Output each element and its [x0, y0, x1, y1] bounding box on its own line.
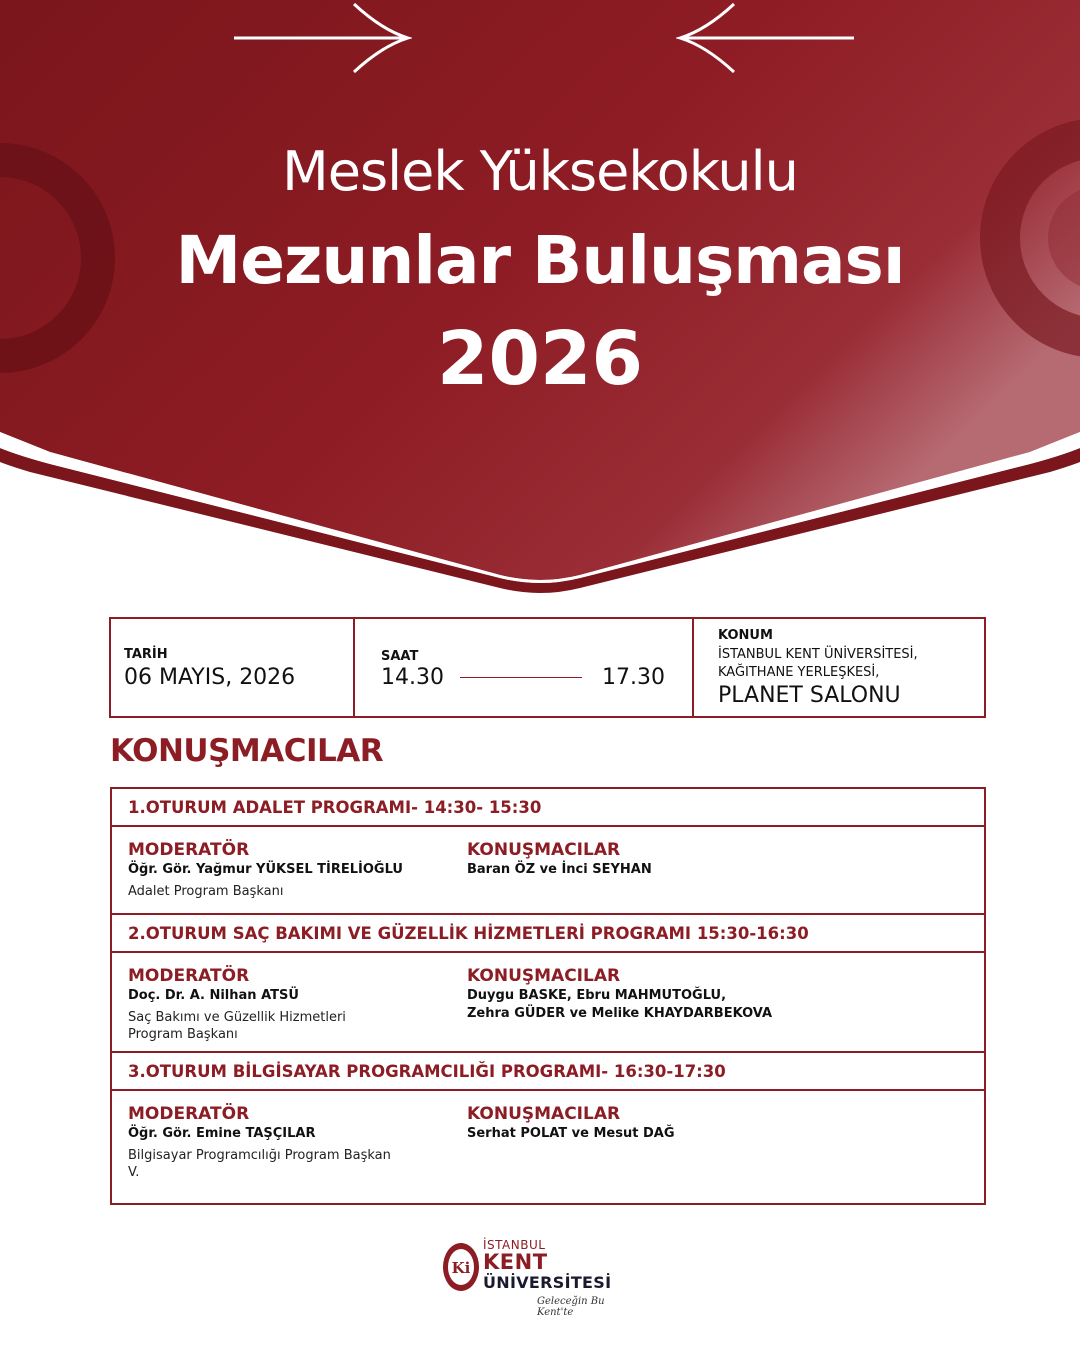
time-divider: [460, 677, 582, 678]
session-1-moderator: [128, 839, 448, 900]
time-end: 17.30: [602, 665, 665, 690]
university-emblem-icon: [441, 1241, 481, 1293]
location-label: KONUM: [718, 628, 773, 643]
moderator-label: MODERATÖR: [128, 966, 250, 986]
session-2-moderator: [128, 965, 398, 1043]
location-line-2: KAĞITHANE YERLEŞKESİ,: [718, 665, 880, 680]
location-line-3: PLANET SALONU: [718, 683, 901, 708]
location-cell: [694, 619, 984, 716]
arrow-right-icon: [232, 0, 412, 80]
moderator-name: Öğr. Gör. Yağmur YÜKSEL TİRELİOĞLU: [128, 862, 403, 877]
university-logo: [441, 1238, 641, 1318]
moderator-desc: Bilgisayar Programcılığı Program Başkan V.: [128, 1148, 391, 1180]
title-line-2: Mezunlar Buluşması: [175, 222, 905, 299]
session-2-title: 2.OTURUM SAÇ BAKIMI VE GÜZELLİK HİZMETLERİ PROGRAMI 15:30-16:30: [112, 915, 984, 953]
moderator-desc: Adalet Program Başkanı: [128, 884, 284, 899]
time-label: SAAT: [381, 649, 419, 664]
speakers-line-1: Duygu BASKE, Ebru MAHMUTOĞLU,: [467, 988, 727, 1003]
date-cell: [111, 619, 355, 716]
speakers-line-1: Baran ÖZ ve İnci SEYHAN: [467, 862, 652, 877]
session-1-title: 1.OTURUM ADALET PROGRAMI- 14:30- 15:30: [112, 789, 984, 827]
banner-background: [0, 0, 1080, 600]
moderator-label: MODERATÖR: [128, 840, 250, 860]
session-2-body: [112, 953, 984, 1053]
date-label: TARİH: [124, 647, 168, 662]
sessions-table: [110, 787, 986, 1205]
moderator-name: Doç. Dr. A. Nilhan ATSÜ: [128, 988, 299, 1003]
moderator-name: Öğr. Gör. Emine TAŞÇILAR: [128, 1126, 316, 1141]
session-1-speakers: [467, 839, 967, 879]
session-2-speakers: [467, 965, 967, 1023]
session-3-speakers: [467, 1103, 967, 1143]
session-3-moderator: [128, 1103, 398, 1181]
time-start: 14.30: [381, 665, 444, 690]
moderator-label: MODERATÖR: [128, 1104, 250, 1124]
location-line-1: İSTANBUL KENT ÜNİVERSİTESİ,: [718, 647, 918, 662]
moderator-desc: Saç Bakımı ve Güzellik Hizmetleri Program Başkanı: [128, 1010, 346, 1042]
speakers-label: KONUŞMACILAR: [467, 840, 621, 860]
session-1-body: [112, 827, 984, 915]
speakers-section-title: KONUŞMACILAR: [110, 733, 384, 769]
header-banner: [0, 0, 1080, 600]
speakers-label: KONUŞMACILAR: [467, 966, 621, 986]
speakers-line-2: Zehra GÜDER ve Melike KHAYDARBEKOVA: [467, 1006, 773, 1021]
speakers-line-1: Serhat POLAT ve Mesut DAĞ: [467, 1126, 675, 1141]
event-info-box: [109, 617, 986, 718]
title-year: 2026: [437, 316, 643, 402]
time-cell: [355, 619, 694, 716]
logo-line-2: KENT: [483, 1250, 548, 1274]
logo-slogan: Geleceğin Bu Kent'te: [537, 1296, 605, 1318]
logo-line-3: ÜNİVERSİTESİ: [483, 1273, 612, 1292]
session-3-title: 3.OTURUM BİLGİSAYAR PROGRAMCILIĞI PROGRAMI- 16:30-17:30: [112, 1053, 984, 1091]
title-line-1: Meslek Yüksekokulu: [282, 140, 798, 203]
speakers-label: KONUŞMACILAR: [467, 1104, 621, 1124]
arrow-left-icon: [676, 0, 856, 80]
date-value: 06 MAYIS, 2026: [124, 665, 296, 690]
logo-line-1: İSTANBUL: [483, 1238, 546, 1252]
session-3-body: [112, 1091, 984, 1203]
emblem-monogram: Ki: [451, 1259, 471, 1277]
